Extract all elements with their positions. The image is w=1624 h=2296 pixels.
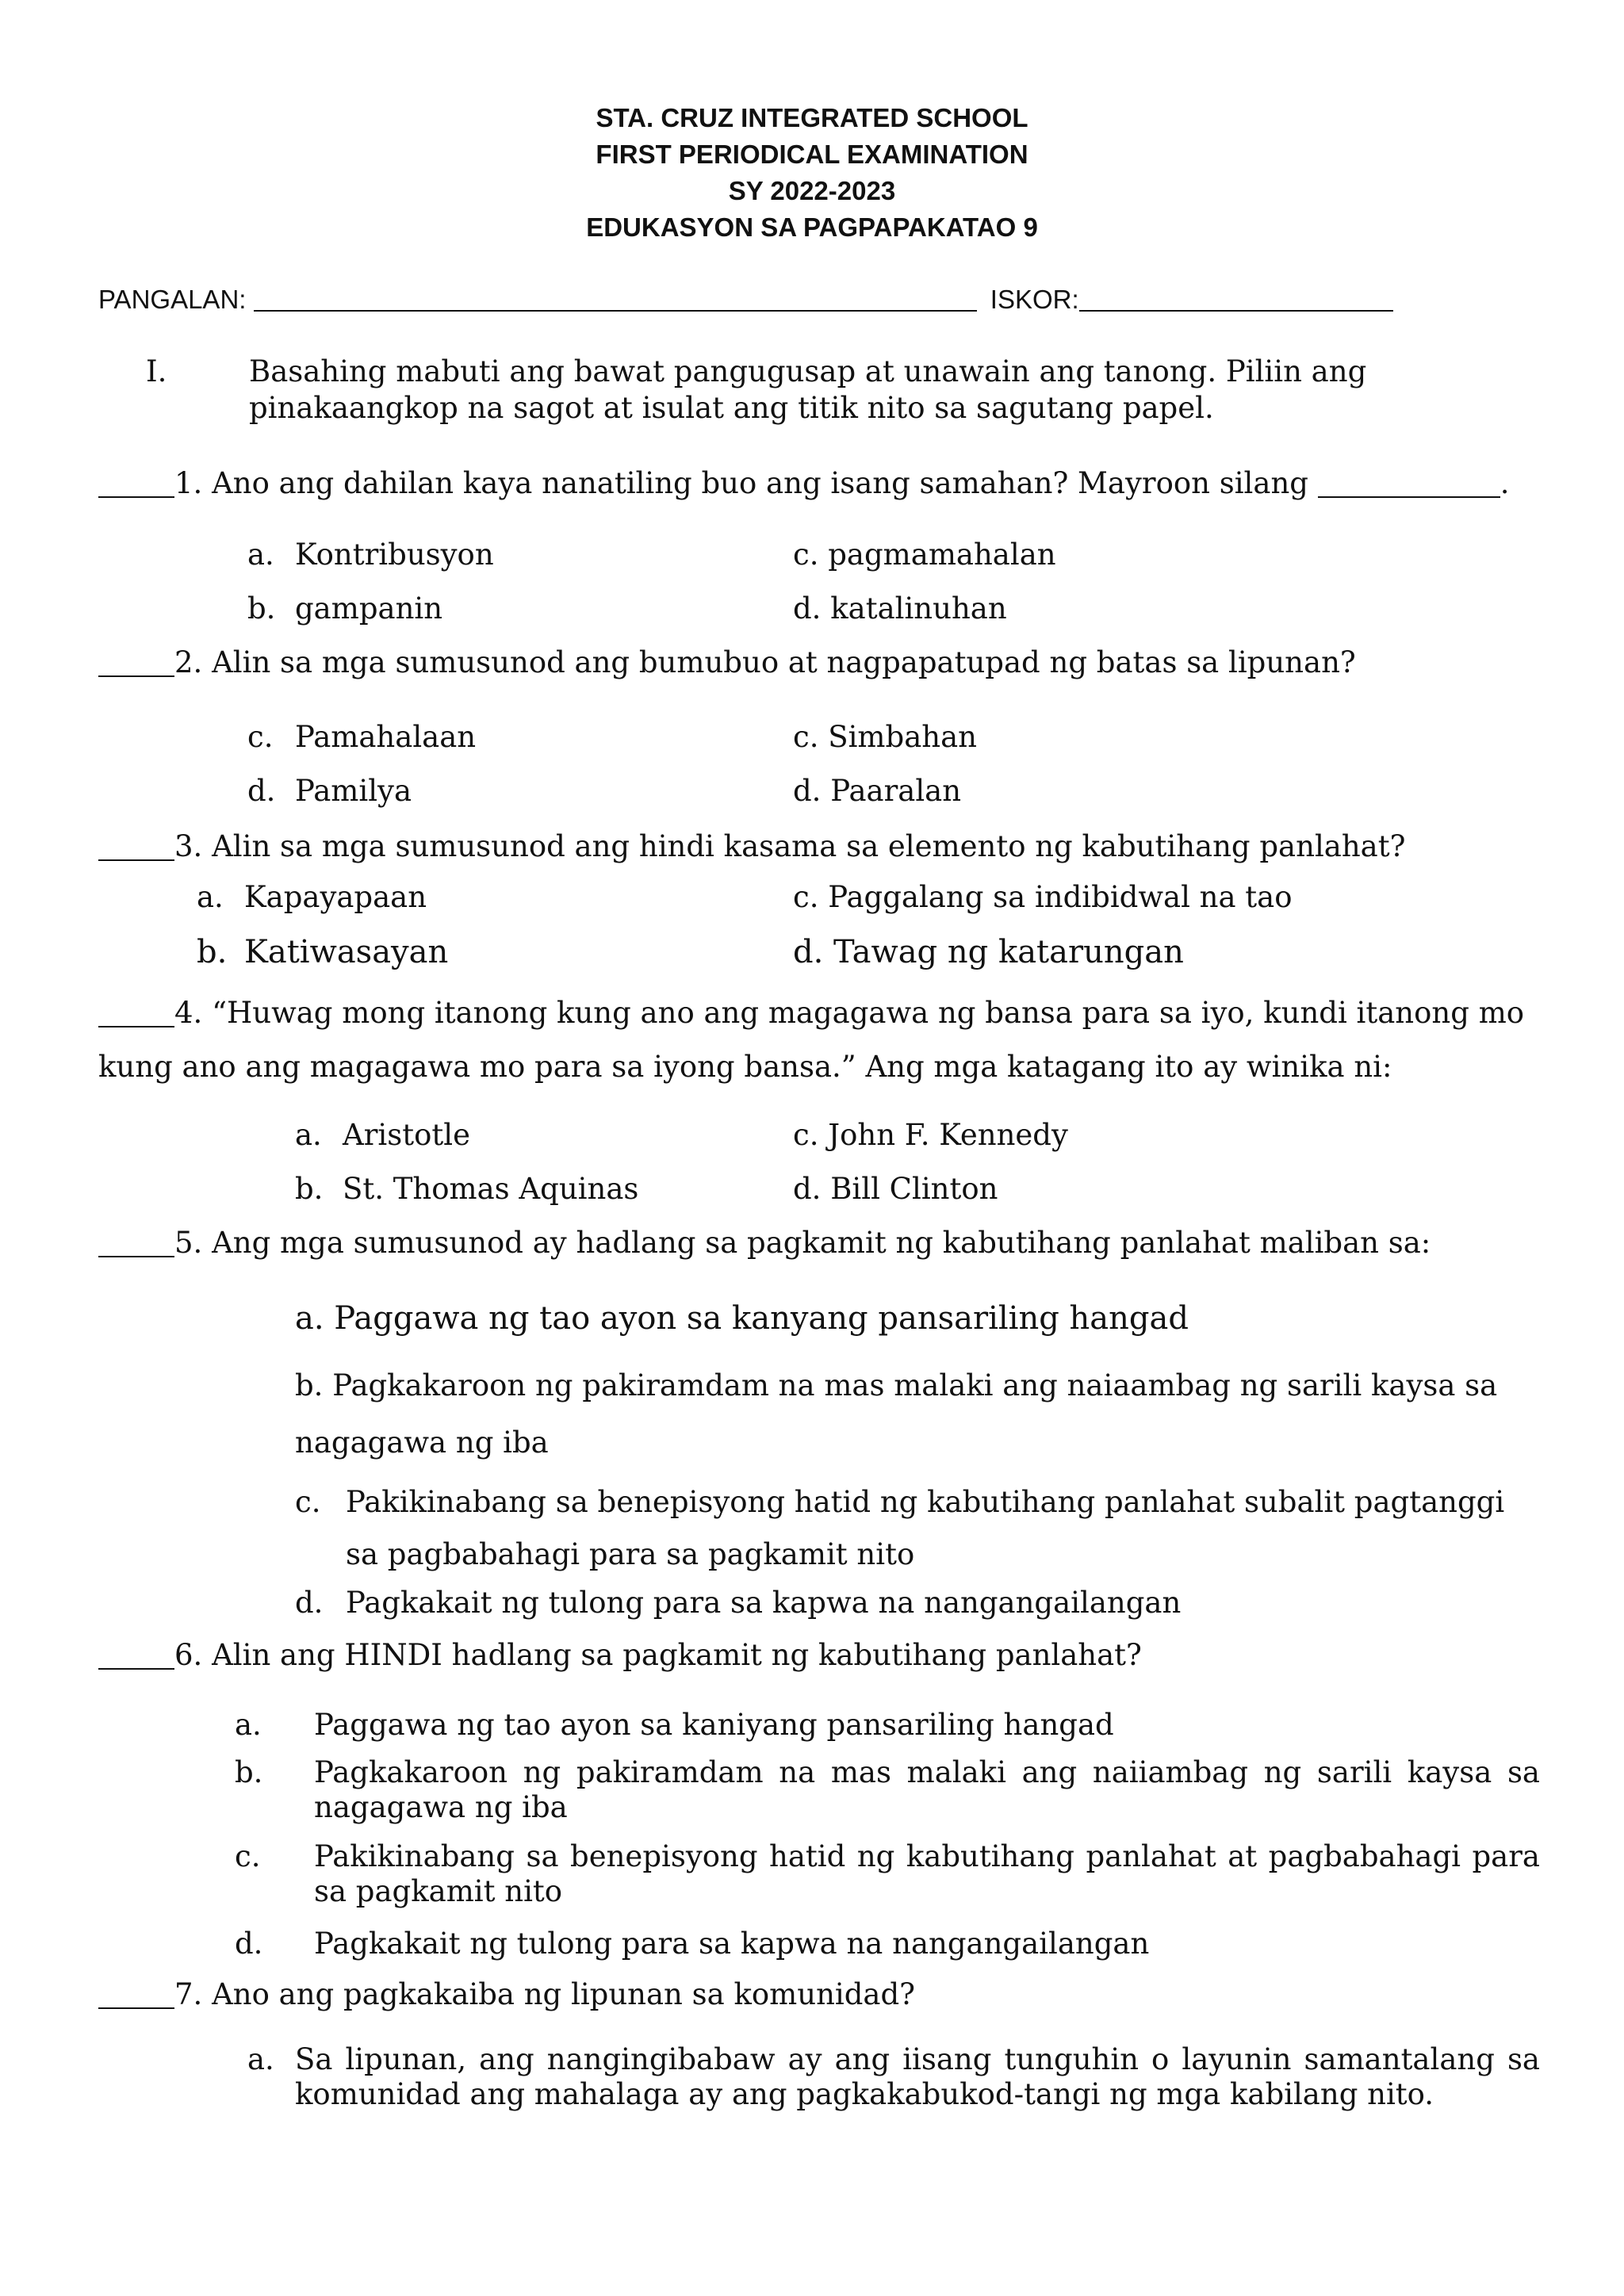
option-text: John F. Kennedy xyxy=(828,1118,1068,1152)
name-label: PANGALAN: xyxy=(98,285,247,314)
answer-blank[interactable] xyxy=(98,1639,174,1670)
option-letter: a. xyxy=(197,880,224,914)
option-letter: d. xyxy=(793,774,822,808)
question-text: 4. “Huwag mong itanong kung ano ang magagawa ng bansa para sa iyo, kundi itanong mo kung ano ang magagawa mo para sa iyong bansa.” Ang mga katagang ito ay winika ni: xyxy=(98,996,1525,1084)
option-letter: c. xyxy=(793,538,819,572)
option-4a xyxy=(295,1118,470,1152)
option-text: Pamahalaan xyxy=(295,720,477,754)
option-letter: a. xyxy=(247,2042,274,2076)
answer-blank[interactable] xyxy=(98,830,174,861)
option-3d xyxy=(793,934,1184,970)
option-letter: b. xyxy=(197,934,228,970)
question-4 xyxy=(98,986,1540,1094)
option-letter: d. xyxy=(247,774,276,808)
option-6a xyxy=(235,1706,1540,1744)
option-text: pagmamahalan xyxy=(828,538,1056,572)
question-2 xyxy=(98,641,1540,685)
option-letter: a. xyxy=(295,1118,322,1152)
answer-blank[interactable] xyxy=(98,646,174,677)
answer-blank[interactable] xyxy=(98,1226,174,1257)
school-name: STA. CRUZ INTEGRATED SCHOOL xyxy=(596,103,1028,132)
instruction-number: I. xyxy=(146,354,167,388)
exam-title: FIRST PERIODICAL EXAMINATION xyxy=(596,140,1028,169)
option-2d-second xyxy=(793,774,961,808)
score-field[interactable] xyxy=(1079,284,1393,312)
option-letter: c. xyxy=(295,1485,321,1519)
option-6d xyxy=(235,1925,1540,1963)
option-6c xyxy=(235,1839,1540,1909)
question-text: 1. Ano ang dahilan kaya nanatiling buo ang isang samahan? Mayroon silang xyxy=(174,466,1308,500)
option-1d xyxy=(793,591,1007,626)
option-text: Pagkakait ng tulong para sa kapwa na nangangailangan xyxy=(314,1927,1150,1961)
option-text: Sa lipunan, ang nangingibabaw ay ang iisang tunguhin o layunin samantalang sa komunidad ang mahalaga ay ang pagkakabukod-tangi ng mga kabilang nito. xyxy=(295,2042,1540,2111)
option-4d xyxy=(793,1172,998,1206)
option-text: gampanin xyxy=(295,591,443,626)
exam-header xyxy=(0,100,1624,246)
option-text: Pakikinabang sa benepisyong hatid ng kabutihang panlahat subalit pagtanggi sa pagbabahagi para sa pagkamit nito xyxy=(346,1485,1505,1571)
question-text: 3. Alin sa mga sumusunod ang hindi kasama sa elemento ng kabutihang panlahat? xyxy=(174,829,1406,863)
option-5a xyxy=(295,1300,1189,1337)
option-letter: d. xyxy=(793,591,822,626)
option-text: Paggalang sa indibidwal na tao xyxy=(828,880,1293,914)
option-text: Pagkakaroon ng pakiramdam na mas malaki ang naiiambag ng sarili kaysa sa nagagawa ng iba xyxy=(314,1755,1540,1824)
option-text: Tawag ng katarungan xyxy=(833,934,1184,970)
question-1 xyxy=(98,461,1540,506)
option-text: Pamilya xyxy=(295,774,412,808)
option-1b xyxy=(247,591,442,626)
answer-blank[interactable] xyxy=(98,997,174,1027)
option-letter: b. xyxy=(235,1755,263,1789)
question-6 xyxy=(98,1633,1540,1678)
option-letter: d. xyxy=(793,934,824,970)
answer-blank[interactable] xyxy=(98,467,174,498)
question-text: 7. Ano ang pagkakaiba ng lipunan sa komunidad? xyxy=(174,1977,915,2011)
instruction-text: Basahing mabuti ang bawat pangugusap at unawain ang tanong. Piliin ang pinakaangkop na sagot at isulat ang titik nito sa sagutang papel. xyxy=(249,354,1367,425)
option-text: Paaralan xyxy=(830,774,962,808)
instruction-block xyxy=(146,354,1542,427)
question-text: 2. Alin sa mga sumusunod ang bumubuo at nagpapatupad ng batas sa lipunan? xyxy=(174,645,1356,679)
option-letter: c. xyxy=(793,880,819,914)
option-text: a. Paggawa ng tao ayon sa kanyang pansariling hangad xyxy=(295,1300,1189,1337)
subject-title: EDUKASYON SA PAGPAPAKATAO 9 xyxy=(586,212,1038,242)
option-2c xyxy=(247,720,476,754)
option-text: Bill Clinton xyxy=(830,1172,998,1206)
option-text: Kapayapaan xyxy=(244,880,427,914)
question-7 xyxy=(98,1973,1540,2017)
option-text: Pakikinabang sa benepisyong hatid ng kabutihang panlahat at pagbabahagi para sa pagkamit nito xyxy=(314,1839,1540,1908)
option-text: Katiwasayan xyxy=(244,934,449,970)
option-letter: c. xyxy=(247,720,274,754)
option-3b xyxy=(197,934,448,970)
answer-blank[interactable] xyxy=(98,1978,174,2009)
option-letter: c. xyxy=(793,720,819,754)
option-letter: d. xyxy=(295,1586,324,1620)
option-text: Pagkakait ng tulong para sa kapwa na nangangailangan xyxy=(346,1586,1182,1620)
option-text: b. Pagkakaroon ng pakiramdam na mas malaki ang naiaambag ng sarili kaysa sa nagagawa ng iba xyxy=(295,1368,1498,1460)
option-2c-second xyxy=(793,720,977,754)
school-year: SY 2022-2023 xyxy=(728,176,896,205)
question-5 xyxy=(98,1221,1540,1265)
option-letter: a. xyxy=(235,1708,262,1742)
option-5d xyxy=(295,1586,1181,1620)
option-text: katalinuhan xyxy=(830,591,1007,626)
option-3c xyxy=(793,880,1293,914)
option-letter: c. xyxy=(793,1118,819,1152)
option-letter: a. xyxy=(247,538,274,572)
option-1a xyxy=(247,538,494,572)
option-letter: d. xyxy=(793,1172,822,1206)
name-field[interactable] xyxy=(254,284,977,312)
option-7a xyxy=(247,2042,1540,2112)
option-4b xyxy=(295,1172,638,1206)
question-text: 6. Alin ang HINDI hadlang sa pagkamit ng kabutihang panlahat? xyxy=(174,1638,1142,1672)
option-3a xyxy=(197,880,427,914)
question-end: . xyxy=(1500,466,1510,500)
option-1c xyxy=(793,538,1056,572)
score-label: ISKOR: xyxy=(990,285,1079,314)
option-letter: b. xyxy=(295,1172,324,1206)
option-text: Paggawa ng tao ayon sa kaniyang pansariling hangad xyxy=(314,1708,1114,1742)
option-5b xyxy=(295,1357,1540,1471)
option-text: Kontribusyon xyxy=(295,538,494,572)
fill-in-blank xyxy=(1318,467,1500,498)
option-4c xyxy=(793,1118,1068,1152)
student-info-line xyxy=(98,284,1393,315)
option-letter: b. xyxy=(247,591,276,626)
option-letter: d. xyxy=(235,1927,263,1961)
option-text: St. Thomas Aquinas xyxy=(343,1172,639,1206)
question-3 xyxy=(98,825,1540,869)
question-text: 5. Ang mga sumusunod ay hadlang sa pagkamit ng kabutihang panlahat maliban sa: xyxy=(174,1226,1431,1260)
option-letter: c. xyxy=(235,1839,261,1873)
option-text: Aristotle xyxy=(343,1118,470,1152)
option-2d xyxy=(247,774,412,808)
option-text: Simbahan xyxy=(828,720,977,754)
option-5c xyxy=(295,1476,1540,1581)
option-6b xyxy=(235,1755,1540,1825)
